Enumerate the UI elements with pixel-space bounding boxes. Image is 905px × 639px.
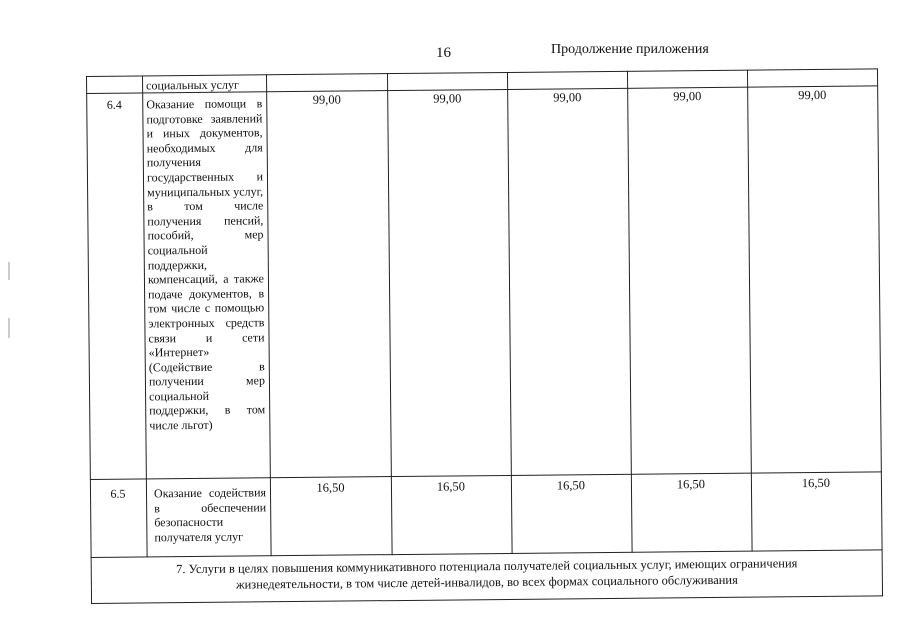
- continuation-title: Продолжение приложения: [551, 42, 709, 57]
- section-heading-line-1: 7. Услуги в целях повышения коммуникативного потенциала получателей социальных услуг, имеющих ограничения: [176, 556, 798, 577]
- row-number: 6.5: [110, 486, 126, 501]
- value-cell: 16,50: [316, 480, 345, 495]
- tariff-table: [86, 68, 883, 604]
- table-bottom-border: [91, 595, 883, 604]
- value-cell: 99,00: [433, 91, 462, 106]
- scan-edge-mark: [8, 262, 10, 280]
- value-cell: 16,50: [676, 477, 706, 492]
- row-description: социальных услуг: [146, 77, 239, 93]
- value-cell: 16,50: [801, 475, 831, 491]
- value-cell: 99,00: [312, 92, 341, 107]
- value-cell: 99,00: [798, 87, 827, 103]
- table-right-border: [877, 68, 883, 596]
- row-description: Оказание помощи в подготовке заявлений и иных документов, необходимых для получения государственных и муниципальных услуг, в том числе получения пенсий, пособий, мер социальной поддержки, компенсаций, а также подаче документов, в том числе с помощью электронных средств связи и сети «Интернет» (Содействие в получении мер социальной поддержки, в том числе льгот): [146, 96, 266, 433]
- value-cell: 99,00: [553, 90, 582, 105]
- table-top-border: [86, 68, 878, 77]
- section-heading: [91, 554, 883, 594]
- section-heading-line-2: жизнедеятельности, в том числе детей-инвалидов, во всех формах социального обслуживания: [235, 572, 738, 592]
- value-cell: 16,50: [436, 479, 466, 494]
- page-number: 16: [436, 45, 451, 61]
- value-cell: 99,00: [673, 89, 702, 104]
- row-description: Оказание содействия в обеспечении безопасности получателя услуг: [153, 485, 267, 545]
- row-number: 6.4: [106, 97, 122, 112]
- scan-edge-mark: [8, 318, 10, 338]
- table-left-border: [86, 76, 92, 604]
- value-cell: 16,50: [556, 478, 586, 493]
